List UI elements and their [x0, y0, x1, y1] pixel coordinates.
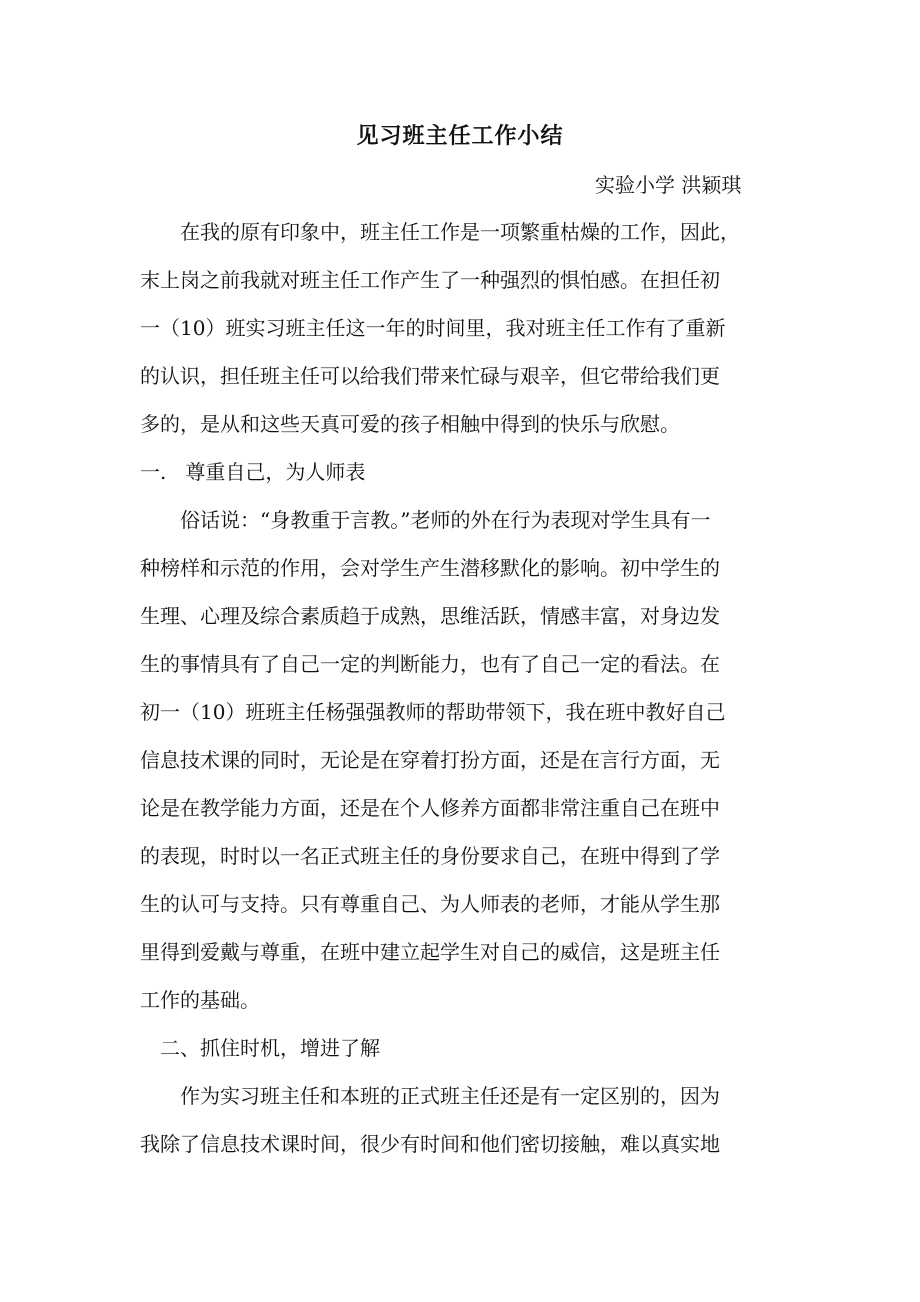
paragraph-line: 的表现，时时以一名正式班主任的身份要求自己，在班中得到了学	[140, 844, 720, 868]
section-heading-2: 二、抓住时机，增进了解	[160, 1036, 380, 1060]
paragraph-line: 信息技术课的同时，无论是在穿着打扮方面，还是在言行方面，无	[140, 748, 720, 772]
paragraph-line: 俗话说：“身教重于言教。”老师的外在行为表现对学生具有一	[180, 508, 711, 532]
author-byline: 实验小学 洪颖琪	[595, 173, 742, 197]
paragraph-line: 生理、心理及综合素质趋于成熟，思维活跃，情感丰富，对身边发	[140, 604, 720, 628]
paragraph-line: 在我的原有印象中，班主任工作是一项繁重枯燥的工作，因此，	[180, 220, 740, 244]
paragraph-line: 多的，是从和这些天真可爱的孩子相触中得到的快乐与欣慰。	[140, 412, 680, 436]
paragraph-line: 生的认可与支持。只有尊重自己、为人师表的老师，才能从学生那	[140, 892, 720, 916]
paragraph-line: 末上岗之前我就对班主任工作产生了一种强烈的惧怕感。在担任初	[140, 268, 720, 292]
section-heading-1: 一. 尊重自己，为人师表	[140, 460, 366, 484]
paragraph-line: 种榜样和示范的作用，会对学生产生潜移默化的影响。初中学生的	[140, 556, 720, 580]
paragraph-line: 我除了信息技术课时间，很少有时间和他们密切接触，难以真实地	[140, 1132, 720, 1156]
document-title: 见习班主任工作小结	[356, 123, 564, 149]
paragraph-line: 一（10）班实习班主任这一年的时间里，我对班主任工作有了重新	[140, 316, 726, 340]
paragraph-line: 初一（10）班班主任杨强强教师的帮助带领下，我在班中教好自己	[140, 700, 726, 724]
paragraph-line: 里得到爱戴与尊重，在班中建立起学生对自己的威信，这是班主任	[140, 940, 720, 964]
paragraph-line: 的认识，担任班主任可以给我们带来忙碌与艰辛，但它带给我们更	[140, 364, 720, 388]
paragraph-line: 作为实习班主任和本班的正式班主任还是有一定区别的，因为	[180, 1084, 720, 1108]
paragraph-line: 生的事情具有了自己一定的判断能力，也有了自己一定的看法。在	[140, 652, 720, 676]
paragraph-line: 工作的基础。	[140, 988, 260, 1012]
paragraph-line: 论是在教学能力方面，还是在个人修养方面都非常注重自己在班中	[140, 796, 720, 820]
